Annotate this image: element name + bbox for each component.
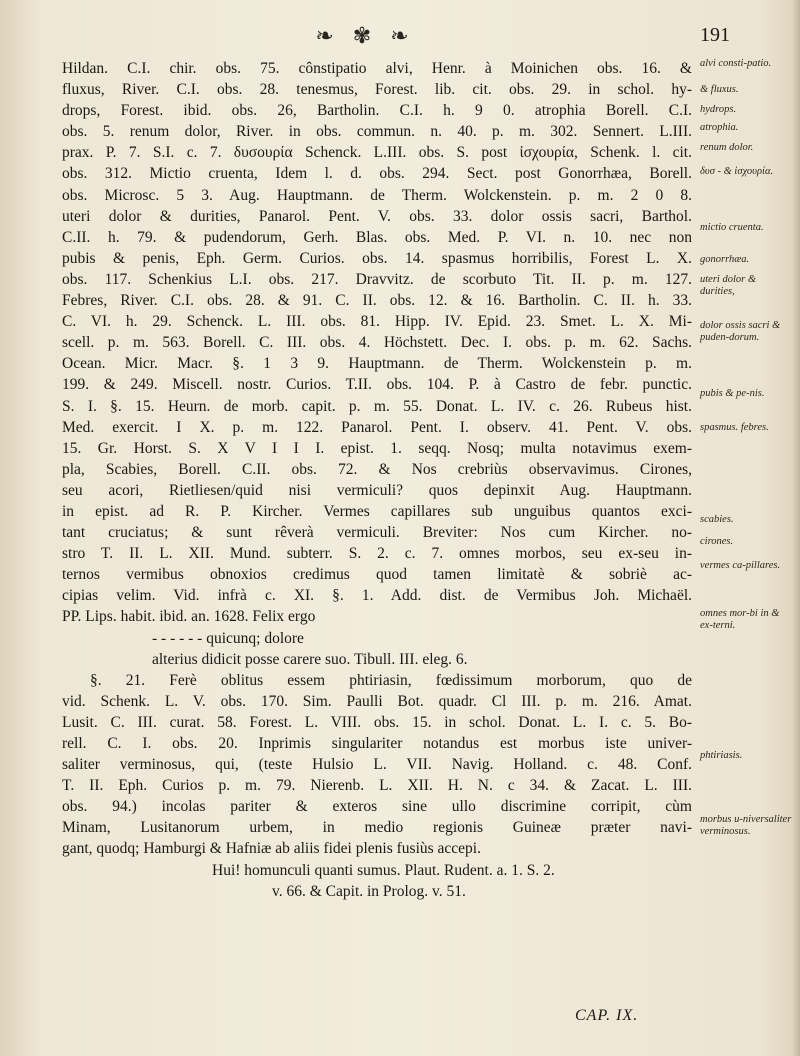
margin-note: omnes mor-bi in & ex-terni. <box>700 608 780 631</box>
text-line: obs. Microsc. 5 3. Aug. Hauptmann. de Therm. Wolckenstein. p. m. 2 0 8. <box>62 186 692 204</box>
text-line: obs. 117. Schenkius L.I. obs. 217. Dravvitz. de scorbuto Tit. II. p. m. 127. <box>62 270 692 288</box>
margin-note: scabies. <box>700 514 734 525</box>
text-line: in epist. ad R. P. Kircher. Vermes capillares sub unguibus quantos exci- <box>62 502 692 520</box>
margin-note: cirones. <box>700 536 734 547</box>
margin-note: alvi consti-patio. <box>700 58 772 69</box>
text-line: T. II. Eph. Curios p. m. 79. Nierenb. L. XII. H. N. c 34. & Zacat. L. III. <box>62 777 692 795</box>
text-line: drops, Forest. ibid. obs. 26, Bartholin. C.I. h. 9 0. atrophia Borell. C.I. <box>62 102 692 120</box>
text-line: tant cruciatus; & sunt rêverà vermiculi. Breviter: Nos cum Kircher. no- <box>62 524 692 542</box>
text-line: Hildan. C.I. chir. obs. 75. cônstipatio alvi, Henr. à Moinichen obs. 16. & <box>62 60 692 77</box>
margin-note: pubis & pe-nis. <box>700 388 765 399</box>
text-line: prax. P. 7. S.I. c. 7. δυσουρία Schenck. L.III. obs. S. post ἰσχουρία, Schenk. l. cit. <box>62 144 692 162</box>
text-line: ternos vermibus obnoxios credimus quod tamen limitatè & sobriè ac- <box>62 566 692 584</box>
margin-note: mictio cruenta. <box>700 222 764 233</box>
text-line: Minam, Lusitanorum urbem, in medio regionis Guineæ præter navi- <box>62 819 692 837</box>
text-line: 15. Gr. Horst. S. X V I I I. epist. 1. seqq. Nosq; multa notavimus exem- <box>62 439 692 457</box>
text-line: uteri dolor & durities, Panarol. Pent. V. obs. 33. dolor ossis sacri, Barthol. <box>62 207 692 225</box>
margin-note: morbus u-niversaliter verminosus. <box>700 814 792 837</box>
text-line: 199. & 249. Miscell. nostr. Curios. T.II. obs. 104. P. à Castro de febr. punctic. <box>62 376 692 394</box>
verse-line: - - - - - - quicunq; dolore <box>152 629 304 647</box>
margin-note: atrophia. <box>700 122 739 133</box>
text-line: Med. exercit. I X. p. m. 122. Panarol. Pent. I. observ. 41. Pent. V. obs. <box>62 418 692 436</box>
text-line: Febres, River. C.I. obs. 28. & 91. C. II. obs. 12. & 16. Bartholin. C. II. h. 33. <box>62 292 692 310</box>
margin-note: δυσ - & ἰσχουρία. <box>700 166 774 177</box>
text-line: rell. C. I. obs. 20. Inprimis singulariter notandus est morbus iste univer- <box>62 735 692 752</box>
text-line: C. VI. h. 29. Schenck. L. III. obs. 81. Hipp. IV. Epid. 23. Smet. L. X. Mi- <box>62 313 692 331</box>
verse-line: alterius didicit posse carere suo. Tibull. III. eleg. 6. <box>152 650 468 668</box>
text-line: obs. 5. renum dolor, River. in obs. commun. n. 40. p. m. 302. Sennert. L.III. <box>62 123 692 141</box>
text-line: pubis & penis, Eph. Germ. Curios. obs. 14. spasmus horribilis, Forest L. X. <box>62 249 692 267</box>
text-line: vid. Schenk. L. V. obs. 170. Sim. Paulli Bot. quadr. Cl III. p. m. 216. Amat. <box>62 692 692 710</box>
text-line: Lusit. C. III. curat. 58. Forest. L. VIII. obs. 15. in schol. Donat. L. I. c. 5. Bo- <box>62 713 692 731</box>
text-line: fluxus, River. C.I. obs. 28. tenesmus, Forest. lib. cit. obs. 29. in schol. hy- <box>62 81 692 99</box>
margin-note: dolor ossis sacri & puden-dorum. <box>700 320 781 343</box>
text-line: obs. 312. Mictio cruenta, Idem l. d. obs. 294. Sect. post Gonorrhæa, Borell. <box>62 165 692 183</box>
margin-note: & fluxus. <box>700 84 739 95</box>
text-line: C.II. h. 79. & pudendorum, Gerh. Blas. obs. Med. P. VI. n. 10. nec non <box>62 228 692 246</box>
text-line: seu acori, Rietliesen/quid nisi vermiculi? quos depinxit Aug. Hauptmann. <box>62 481 692 499</box>
header-ornament: ❧ ✾ ❧ <box>315 24 415 49</box>
quotation-line: v. 66. & Capit. in Prolog. v. 51. <box>272 882 466 900</box>
page-number: 191 <box>700 24 730 46</box>
margin-note: phtiriasis. <box>700 750 743 761</box>
quotation-line: Hui! homunculi quanti sumus. Plaut. Rudent. a. 1. S. 2. <box>212 861 555 879</box>
text-line: gant, quodq; Hamburgi & Hafniæ ab aliis fidei plenis fusiùs accepi. <box>62 840 481 858</box>
text-line: S. I. §. 15. Heurn. de morb. capit. p. m. 55. Donat. L. IV. c. 26. Rubeus hist. <box>62 397 692 415</box>
catchword: CAP. IX. <box>575 1007 639 1024</box>
text-line: PP. Lips. habit. ibid. an. 1628. Felix ergo <box>62 608 316 626</box>
margin-note: gonorrhæa. <box>700 254 750 265</box>
text-line: pla, Scabies, Borell. C.II. obs. 72. & Nos crebriùs observavimus. Cirones, <box>62 460 692 478</box>
margin-note: vermes ca-pillares. <box>700 560 781 571</box>
text-line: Ocean. Micr. Macr. §. 1 3 9. Hauptmann. de Therm. Wolckenstein p. m. <box>62 355 692 373</box>
text-line: scell. p. m. 563. Borell. C. III. obs. 4. Höchstett. Dec. I. obs. p. m. 62. Sachs. <box>62 334 692 352</box>
main-text-block <box>62 58 692 902</box>
margin-note: spasmus. febres. <box>700 422 769 433</box>
page-edge-shadow <box>792 0 800 1056</box>
margin-note: renum dolor. <box>700 142 754 153</box>
text-line: saliter verminosus, qui, (teste Hulsio L. VII. Navig. Holland. c. 48. Conf. <box>62 756 692 774</box>
text-line: cipias velim. Vid. infrà c. XI. §. 1. Add. dist. de Vermibus Joh. Michaël. <box>62 587 692 605</box>
margin-note: hydrops. <box>700 104 737 115</box>
text-line: obs. 94.) incolas pariter & exteros sine ullo discrimine corripit, cùm <box>62 798 692 816</box>
margin-note: uteri dolor & durities, <box>700 274 757 297</box>
text-line: stro T. II. L. XII. Mund. subterr. S. 2. c. 7. omnes morbos, seu ex-seu in- <box>62 545 692 563</box>
section-start-line: §. 21. Ferè oblitus essem phtiriasin, fœdissimum morborum, quo de <box>90 671 692 689</box>
